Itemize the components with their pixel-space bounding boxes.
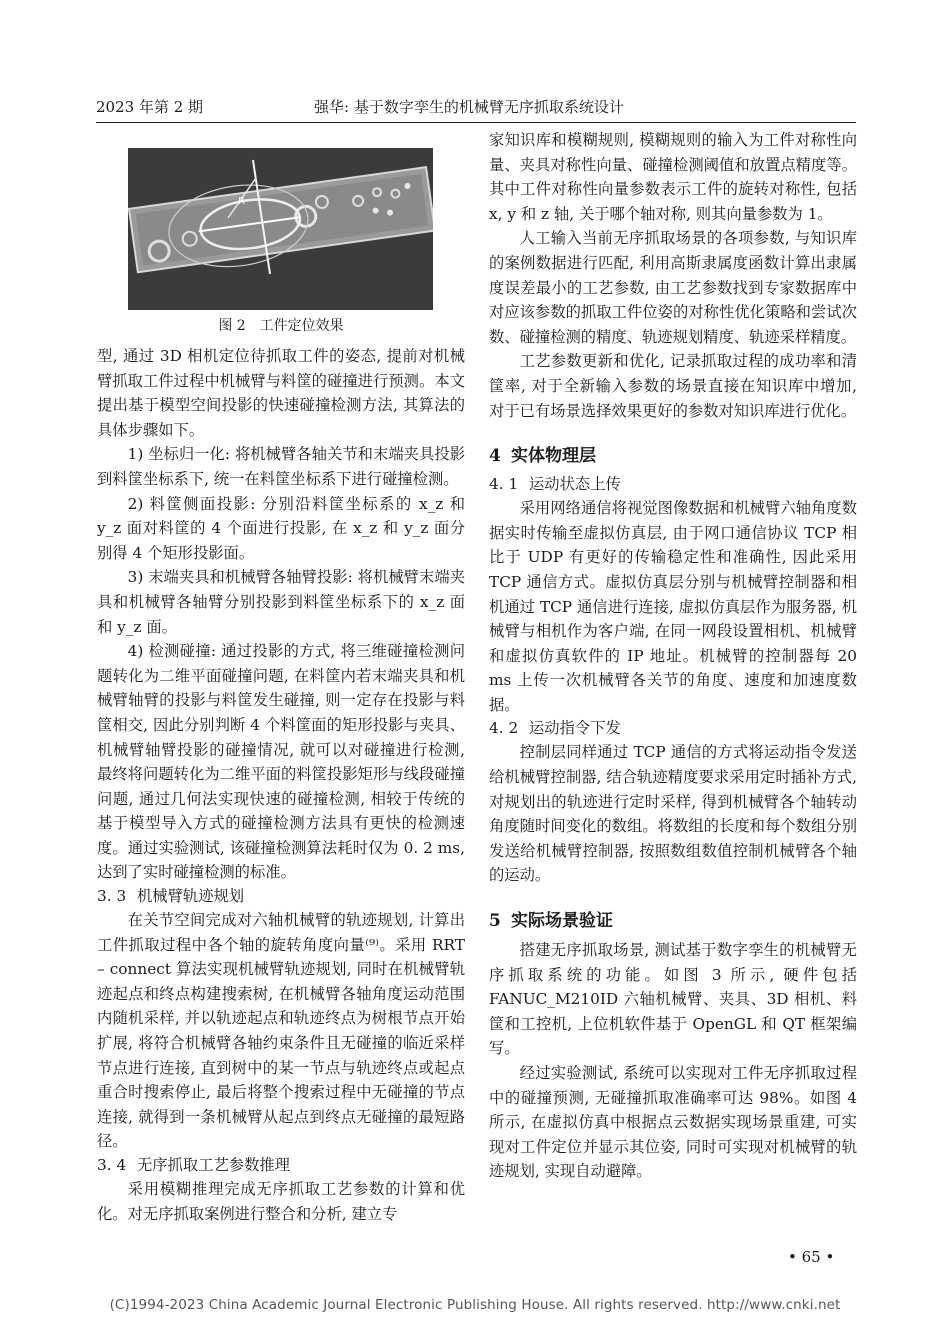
right-paragraph-7: 经过实验测试, 系统可以实现对工件无序抓取过程中的碰撞预测, 无碰撞抓取准确率可达 98%。如图 4 所示, 在虚拟仿真中根据点云数据实现场景重建, 可实现对工件定位并显示其位姿, 同时可实现对机械臂的轨迹规划, 实现自动避障。 xyxy=(489,1064,857,1181)
left-paragraph-1: 型, 通过 3D 相机定位待抓取工件的姿态, 提前对机械臂抓取工件过程中机械臂与料筐的碰撞进行预测。本文提出基于模型空间投影的快速碰撞检测方法, 其算法的具体步骤如下。 xyxy=(97,347,465,439)
section-number: 3. 3 xyxy=(97,887,127,906)
left-paragraph-7: 采用模糊推理完成无序抓取工艺参数的计算和优化。对无序抓取案例进行整合和分析, 建立专 xyxy=(97,1180,465,1223)
right-paragraph-6: 搭建无序抓取场景, 测试基于数字孪生的机械臂无序抓取系统的功能。如图 3 所示, 硬件包括 FANUC_M210ID 六轴机械臂、夹具、3D 相机、料筐和工控机, 上位机软件基于 OpenGL 和 QT 框架编写。 xyxy=(489,941,857,1058)
section-5-heading xyxy=(489,910,857,932)
section-title: 无序抓取工艺参数推理 xyxy=(137,1156,290,1174)
section-4-1-heading xyxy=(489,473,857,496)
point-cloud-image xyxy=(128,148,433,310)
running-title: 强华: 基于数字孪生的机械臂无序抓取系统设计 xyxy=(314,98,624,116)
section-number: 4 xyxy=(489,446,501,467)
left-paragraph-2: 1) 坐标归一化: 将机械臂各轴关节和末端夹具投影到料筐坐标系下, 统一在料筐坐标系下进行碰撞检测。 xyxy=(97,445,465,488)
right-paragraph-5: 控制层同样通过 TCP 通信的方式将运动指令发送给机械臂控制器, 结合轨迹精度要求采用定时插补方式, 对规划出的轨迹进行定时采样, 得到机械臂各个轴转动角度随时间变化的数组。将数组的长度和每个数组分别发送给机械臂控制器, 按照数组数值控制机械臂各个轴的运动。 xyxy=(489,743,857,885)
section-number: 4. 1 xyxy=(489,475,519,494)
section-number: 4. 2 xyxy=(489,719,519,738)
left-paragraph-5: 4) 检测碰撞: 通过投影的方式, 将三维碰撞检测问题转化为二维平面碰撞问题, 在料筐内若末端夹具和机械臂轴臂的投影与料筐发生碰撞, 则一定存在投影与料筐相交, 因此分别判断 4 个料筐面的矩形投影与夹具、机械臂轴臂投影的碰撞情况, 就可以对碰撞进行检测, 最终将问题转化为二维平面的料筐投影矩形与线段碰撞问题, 通过几何法实现快速的碰撞检测, 相较于传统的基于模型导入方式的碰撞检测方法具有更快的检测速度。通过实验测试, 该碰撞检测算法耗时仅为 0. 2 ms, 达到了实时碰撞检测的标准。 xyxy=(97,642,465,882)
section-3-3-heading xyxy=(97,885,465,908)
section-title: 运动指令下发 xyxy=(529,719,621,738)
section-title: 运动状态上传 xyxy=(529,475,621,494)
journal-issue: 2023 年第 2 期 xyxy=(96,98,204,116)
section-title: 实体物理层 xyxy=(511,446,596,467)
section-4-heading xyxy=(489,445,857,467)
figure-2-point-cloud xyxy=(128,148,433,310)
running-header xyxy=(96,96,856,123)
right-paragraph-3: 工艺参数更新和优化, 记录抓取过程的成功率和清筐率, 对于全新输入参数的场景直接在知识库中增加, 对于已有场景选择效果更好的参数对知识库进行优化。 xyxy=(489,352,857,420)
right-paragraph-2: 人工输入当前无序抓取场景的各项参数, 与知识库的案例数据进行匹配, 利用高斯隶属度函数计算出隶属度误差最小的工艺参数, 由工艺参数找到专家数据库中对应该参数的抓取工件位姿的对称性优化策略和尝试次数、碰撞检测的精度、轨迹规划精度、轨迹采样精度。 xyxy=(489,229,857,346)
section-number: 3. 4 xyxy=(97,1156,127,1174)
section-number: 5 xyxy=(489,911,501,932)
section-title: 机械臂轨迹规划 xyxy=(137,887,245,906)
section-3-4-heading xyxy=(97,1154,465,1177)
left-column xyxy=(97,128,465,1226)
page-number: • 65 • xyxy=(788,1248,835,1266)
figure-2-caption: 图 2 工件定位效果 xyxy=(218,318,344,334)
left-paragraph-3: 2) 料筐侧面投影: 分别沿料筐坐标系的 x_z 和 y_z 面对料筐的 4 个面进行投影, 在 x_z 和 y_z 面分别得 4 个矩形投影面。 xyxy=(97,494,465,562)
right-paragraph-1: 家知识库和模糊规则, 模糊规则的输入为工件对称性向量、夹具对称性向量、碰撞检测阈值和放置点精度等。其中工件对称性向量参数表示工件的旋转对称性, 包括 x, y 和 z 轴, 关于哪个轴对称, 则其向量参数为 1。 xyxy=(489,131,857,223)
axis-label-r: R xyxy=(238,196,245,207)
section-4-2-heading xyxy=(489,717,857,740)
left-paragraph-4: 3) 末端夹具和机械臂各轴臂投影: 将机械臂末端夹具和机械臂各轴臂分别投影到料筐坐标系下的 x_z 面和 y_z 面。 xyxy=(97,568,465,636)
section-title: 实际场景验证 xyxy=(511,911,613,932)
copyright-footer: (C)1994-2023 China Academic Journal Electronic Publishing House. All rights reserved. http://www.cnki.net xyxy=(109,1297,841,1313)
right-column xyxy=(489,128,857,1184)
right-paragraph-4: 采用网络通信将视觉图像数据和机械臂六轴角度数据实时传输至虚拟仿真层, 由于网口通信协议 TCP 相比于 UDP 有更好的传输稳定性和准确性, 因此采用 TCP 通信方式。虚拟仿真层分别与机械臂控制器和相机通过 TCP 通信进行连接, 虚拟仿真层作为服务器, 机械臂与相机作为客户端, 在同一网段设置相机、机械臂和虚拟仿真软件的 IP 地址。机械臂的控制器每 20 ms 上传一次机械臂各关节的角度、速度和加速度数据。 xyxy=(489,499,857,714)
left-paragraph-6: 在关节空间完成对六轴机械臂的轨迹规划, 计算出工件抓取过程中各个轴的旋转角度向量⁽⁹⁾。采用 RRT – connect 算法实现机械臂轨迹规划, 同时在机械臂轨迹起点和终点构建搜索树, 在机械臂各轴角度运动范围内随机采样, 并以轨迹起点和轨迹终点为树根节点开始扩展, 将符合机械臂各轴约束条件且无碰撞的临近采样节点进行连接, 直到树中的某一节点与轨迹终点或起点重合时搜索停止, 最后将整个搜索过程中无碰撞的节点连接, 就得到一条机械臂从起点到终点无碰撞的最短路径。 xyxy=(97,911,465,1151)
